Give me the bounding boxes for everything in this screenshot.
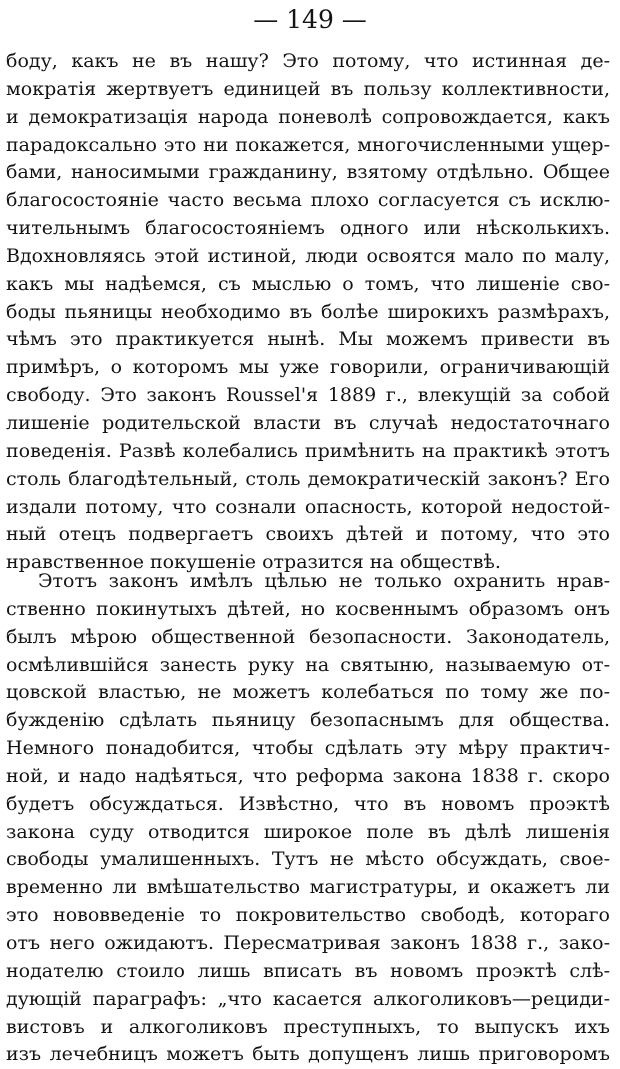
- text-line: бами, наносимыми гражданину, взятому отдѣльно. Общее: [6, 161, 610, 184]
- text-line: былъ мѣрою общественной безопасности. Законодатель,: [6, 625, 610, 648]
- text-line: нодателю стоило лишь вписать въ новомъ проэктѣ слѣ-: [6, 959, 610, 982]
- text-line: Этотъ законъ имѣлъ цѣлью не только охранить нрав-: [38, 570, 610, 592]
- text-line: ной, и надо надѣяться, что реформа закона 1838 г. скоро: [6, 764, 610, 787]
- text-line: чѣмъ это практикуется нынѣ. Мы можемъ привести въ: [6, 328, 610, 351]
- text-line: нравственное покушеніе отразится на обществѣ.: [6, 551, 501, 574]
- text-line: поведенія. Развѣ колебались примѣнить на практикѣ этотъ: [6, 439, 610, 462]
- text-line: будетъ обсуждаться. Извѣстно, что въ новомъ проэктѣ: [6, 792, 610, 815]
- text-line: вистовъ и алкоголиковъ преступныхъ, то выпускъ ихъ: [6, 1015, 610, 1038]
- text-line: благосостояніе часто весьма плохо согласуется съ исклю-: [6, 189, 610, 212]
- text-line: временно ли вмѣшательство магистратуры, и окажетъ ли: [6, 876, 610, 899]
- text-line: Немного понадобится, чтобы сдѣлать эту мѣру практич-: [6, 737, 610, 760]
- text-line: дующій параграфъ: „что касается алкоголиковъ—рециди-: [6, 987, 610, 1010]
- text-line: издали потому, что сознали опасность, которой недостой-: [6, 495, 610, 518]
- text-line: чительнымъ благосостояніемъ одного или нѣсколькихъ.: [6, 217, 610, 240]
- page-number: — 149 —: [253, 5, 367, 34]
- text-line: бужденію сдѣлать пьяницу безопаснымъ для общества.: [6, 709, 610, 732]
- text-line: боды пьяницы необходимо въ болѣе широкихъ размѣрахъ,: [6, 300, 610, 323]
- text-line: столь благодѣтельный, столь демократическій законъ? Его: [6, 467, 610, 490]
- text-line: боду, какъ не въ нашу? Это потому, что истинная де-: [6, 50, 610, 72]
- text-line: мократія жертвуетъ единицей въ пользу коллективности,: [6, 77, 610, 100]
- text-line: изъ лечебницъ можетъ быть допущенъ лишь приговоромъ: [6, 1043, 610, 1066]
- text-line: и демократизація народа поневолѣ сопровождается, какъ: [6, 105, 610, 128]
- text-line: лишеніе родительской власти въ случаѣ недостаточнаго: [6, 411, 610, 434]
- text-line: осмѣлившійся занесть руку на святыню, называемую от-: [6, 653, 610, 676]
- paragraph-2: [6, 568, 610, 1069]
- text-line: парадоксально это ни покажется, многочисленными ущер-: [6, 133, 610, 156]
- text-line: ный отецъ подвергаетъ своихъ дѣтей и потому, что это: [6, 523, 610, 546]
- text-line: отъ него ожидаютъ. Пересматривая законъ 1838 г., зако-: [6, 931, 610, 954]
- text-line: ственно покинутыхъ дѣтей, но косвеннымъ образомъ онъ: [6, 597, 610, 620]
- text-line: закона суду отводится широкое поле въ дѣлѣ лишенія: [6, 820, 610, 843]
- text-line: цовской властью, не можетъ колебаться по тому же по-: [6, 681, 610, 704]
- text-line: свободу. Это законъ Roussel'я 1889 г., влекущій за собой: [6, 384, 610, 407]
- paragraph-1: [6, 48, 610, 577]
- text-line: какъ мы надѣемся, съ мыслью о томъ, что лишеніе сво-: [6, 272, 610, 295]
- text-line: Вдохновляясь этой истиной, люди освоятся мало по малу,: [6, 244, 610, 267]
- text-line: это нововведеніе то покровительство свободѣ, котораго: [6, 904, 610, 927]
- text-line: примѣръ, о которомъ мы уже говорили, ограничивающій: [6, 356, 610, 379]
- text-line: свободы умалишенныхъ. Тутъ не мѣсто обсуждать, свое-: [6, 848, 610, 871]
